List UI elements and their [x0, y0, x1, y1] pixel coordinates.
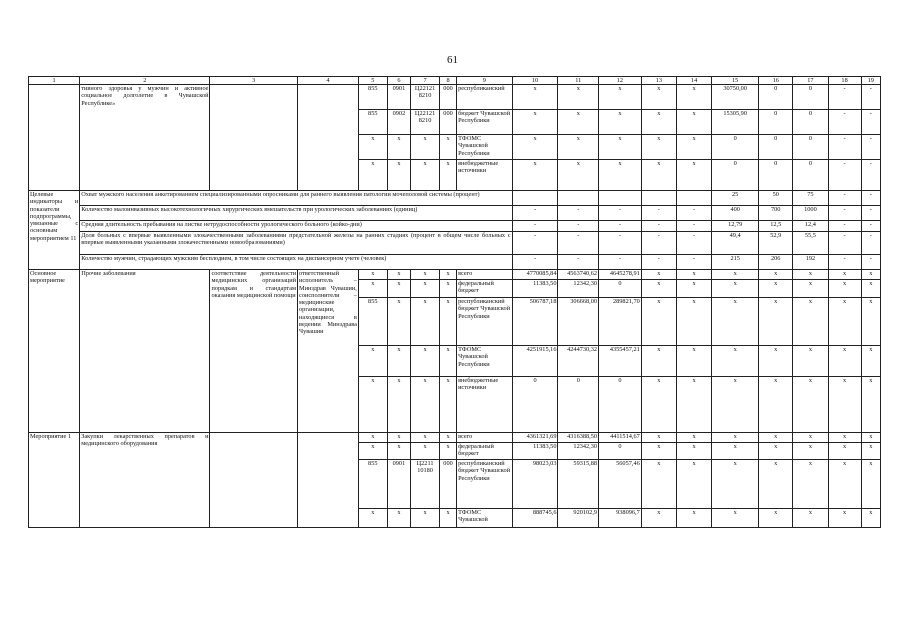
value-cell: -: [861, 135, 880, 160]
value-cell: x: [861, 443, 880, 460]
indicator-row: [29, 221, 881, 232]
funding-source-cell: внебюджетные источники: [457, 377, 513, 433]
value-cell: x: [793, 270, 828, 280]
column-number-cell: 16: [759, 77, 793, 85]
value-cell: x: [828, 270, 861, 280]
indicator-value-cell: 206: [759, 255, 793, 270]
value-cell: 855: [358, 85, 387, 110]
value-cell: x: [861, 509, 880, 528]
funding-source-cell: федеральный бюджет: [457, 280, 513, 298]
indicator-value-cell: -: [676, 255, 711, 270]
column-number-cell: 7: [411, 77, 440, 85]
indicator-value-cell: -: [828, 255, 861, 270]
column-number-cell: 15: [712, 77, 759, 85]
value-cell: x: [793, 460, 828, 509]
value-cell: x: [599, 135, 642, 160]
value-cell: x: [411, 135, 440, 160]
value-cell: x: [358, 346, 387, 377]
indicator-value-cell: [641, 191, 676, 206]
indicator-value-cell: [558, 191, 599, 206]
value-cell: x: [439, 298, 456, 346]
funding-source-cell: внебюджетные источники: [457, 160, 513, 191]
value-cell: x: [558, 85, 599, 110]
value-cell: 000: [439, 460, 456, 509]
value-cell: x: [358, 160, 387, 191]
value-cell: x: [828, 509, 861, 528]
value-cell: -: [828, 110, 861, 135]
column-number-cell: 9: [457, 77, 513, 85]
value-cell: x: [712, 443, 759, 460]
value-cell: x: [828, 433, 861, 443]
indicator-value-cell: [512, 191, 558, 206]
indicator-value-cell: -: [641, 232, 676, 255]
value-cell: x: [512, 160, 558, 191]
value-cell: 0: [759, 160, 793, 191]
value-cell: x: [439, 433, 456, 443]
value-cell: x: [558, 135, 599, 160]
value-cell: x: [712, 433, 759, 443]
value-cell: x: [712, 270, 759, 280]
value-cell: x: [387, 270, 410, 280]
program-table: [28, 76, 881, 528]
value-cell: x: [641, 280, 676, 298]
value-cell: 0: [759, 135, 793, 160]
value-cell: x: [358, 443, 387, 460]
indicator-value-cell: -: [599, 221, 642, 232]
funding-source-cell: республиканский бюджет Чувашской Республики: [457, 298, 513, 346]
table-row: [29, 270, 881, 280]
indicator-value-cell: 12,5: [759, 221, 793, 232]
value-cell: 0: [793, 160, 828, 191]
value-cell: x: [712, 280, 759, 298]
value-cell: 289821,70: [599, 298, 642, 346]
value-cell: 4251915,16: [512, 346, 558, 377]
value-cell: x: [641, 110, 676, 135]
value-cell: x: [759, 443, 793, 460]
value-cell: x: [387, 135, 410, 160]
value-cell: x: [793, 443, 828, 460]
value-cell: 000: [439, 85, 456, 110]
value-cell: x: [439, 509, 456, 528]
value-cell: x: [793, 298, 828, 346]
column-number-cell: 17: [793, 77, 828, 85]
value-cell: 0: [512, 377, 558, 433]
value-cell: x: [599, 85, 642, 110]
indicator-row: [29, 255, 881, 270]
value-cell: x: [828, 298, 861, 346]
value-cell: x: [712, 346, 759, 377]
indicator-value-cell: -: [861, 191, 880, 206]
funding-source-cell: всего: [457, 270, 513, 280]
value-cell: -: [861, 160, 880, 191]
value-cell: -: [828, 160, 861, 191]
measure-kind-cell: Основное мероприятие: [29, 270, 80, 433]
value-cell: 000: [439, 110, 456, 135]
column-number-cell: 13: [641, 77, 676, 85]
empty-cell: [298, 433, 359, 528]
value-cell: x: [793, 377, 828, 433]
value-cell: x: [712, 460, 759, 509]
value-cell: x: [641, 460, 676, 509]
indicator-value-cell: -: [828, 221, 861, 232]
value-cell: 888745,6: [512, 509, 558, 528]
value-cell: x: [759, 433, 793, 443]
value-cell: 306668,00: [558, 298, 599, 346]
column-number-cell: 1: [29, 77, 80, 85]
funding-source-cell: всего: [457, 433, 513, 443]
value-cell: x: [411, 509, 440, 528]
value-cell: x: [558, 160, 599, 191]
indicator-value-cell: 75: [793, 191, 828, 206]
column-number-cell: 19: [861, 77, 880, 85]
value-cell: x: [512, 85, 558, 110]
indicator-value-cell: -: [861, 255, 880, 270]
value-cell: x: [676, 377, 711, 433]
indicator-value-cell: -: [512, 221, 558, 232]
indicator-text-cell: Охват мужского населения анкетированием специализированными опросниками для раннего выявления патологии мочеполовой системы (процент): [80, 191, 512, 206]
indicator-text-cell: Количество мужчин, страдающих мужским бесплодием, в том числе состоящих на диспансерном учете (человек): [80, 255, 512, 270]
value-cell: x: [439, 443, 456, 460]
value-cell: 0: [599, 280, 642, 298]
indicator-value-cell: 50: [759, 191, 793, 206]
indicator-value-cell: -: [828, 206, 861, 221]
value-cell: 855: [358, 110, 387, 135]
value-cell: -: [828, 85, 861, 110]
indicator-value-cell: -: [861, 221, 880, 232]
indicator-value-cell: [676, 191, 711, 206]
value-cell: x: [828, 280, 861, 298]
empty-cell: [210, 85, 298, 191]
value-cell: x: [387, 160, 410, 191]
value-cell: x: [759, 377, 793, 433]
value-cell: x: [387, 377, 410, 433]
value-cell: x: [411, 443, 440, 460]
measure-name-cell: тивного здоровья у мужчин и активное социальное долголетие в Чувашской Республике»: [80, 85, 210, 191]
value-cell: x: [676, 509, 711, 528]
indicator-value-cell: -: [861, 232, 880, 255]
value-cell: x: [676, 460, 711, 509]
measure-name-cell: Прочие заболевания: [80, 270, 210, 433]
column-number-cell: 10: [512, 77, 558, 85]
indicator-value-cell: -: [828, 232, 861, 255]
value-cell: x: [439, 346, 456, 377]
value-cell: 0: [599, 377, 642, 433]
value-cell: 4770085,84: [512, 270, 558, 280]
value-cell: 59315,88: [558, 460, 599, 509]
value-cell: 4411514,67: [599, 433, 642, 443]
value-cell: 0: [712, 135, 759, 160]
value-cell: x: [828, 346, 861, 377]
indicator-value-cell: 49,4: [712, 232, 759, 255]
funding-source-cell: бюджет Чувашской Республики: [457, 110, 513, 135]
indicator-value-cell: [599, 191, 642, 206]
value-cell: 15305,90: [712, 110, 759, 135]
value-cell: -: [828, 135, 861, 160]
value-cell: Ц2211 10180: [411, 460, 440, 509]
indicator-row: [29, 232, 881, 255]
indicator-value-cell: -: [676, 206, 711, 221]
measure-description-cell: соответствие деятельности медицинских организаций порядкам и стандартам оказания медицинской помощи: [210, 270, 298, 433]
value-cell: x: [358, 509, 387, 528]
table-body: [29, 77, 881, 528]
value-cell: x: [599, 110, 642, 135]
value-cell: x: [828, 460, 861, 509]
value-cell: x: [861, 298, 880, 346]
funding-source-cell: ТФОМС Чувашской Республики: [457, 135, 513, 160]
column-number-cell: 6: [387, 77, 410, 85]
value-cell: x: [411, 160, 440, 191]
value-cell: 0: [793, 85, 828, 110]
column-number-cell: 12: [599, 77, 642, 85]
value-cell: x: [712, 298, 759, 346]
value-cell: x: [439, 270, 456, 280]
indicator-text-cell: Доля больных с впервые выявленными злокачественными заболеваниями предстательной железы на ранних стадиях (процент в общем числе больных с впервые выявленными указанными злокачественными новообразованиями): [80, 232, 512, 255]
indicator-value-cell: 1000: [793, 206, 828, 221]
value-cell: x: [641, 433, 676, 443]
value-cell: x: [861, 280, 880, 298]
value-cell: 11383,50: [512, 280, 558, 298]
value-cell: 0: [793, 135, 828, 160]
value-cell: x: [387, 298, 410, 346]
value-cell: Ц22121 8210: [411, 85, 440, 110]
value-cell: Ц22121 8210: [411, 110, 440, 135]
value-cell: x: [387, 443, 410, 460]
value-cell: x: [641, 270, 676, 280]
column-number-cell: 3: [210, 77, 298, 85]
value-cell: x: [411, 433, 440, 443]
value-cell: 4645278,91: [599, 270, 642, 280]
indicator-value-cell: 215: [712, 255, 759, 270]
column-number-cell: 4: [298, 77, 359, 85]
value-cell: 855: [358, 460, 387, 509]
value-cell: 11383,50: [512, 443, 558, 460]
value-cell: x: [358, 135, 387, 160]
indicator-value-cell: 52,9: [759, 232, 793, 255]
indicator-row: [29, 191, 881, 206]
indicator-value-cell: -: [558, 206, 599, 221]
value-cell: 4244730,32: [558, 346, 599, 377]
indicators-label-cell: Целевые индикаторы и показатели подпрограммы, увязанные с основным мероприятием 11: [29, 191, 80, 270]
value-cell: x: [676, 160, 711, 191]
value-cell: x: [641, 135, 676, 160]
value-cell: x: [676, 433, 711, 443]
value-cell: x: [358, 433, 387, 443]
value-cell: x: [759, 509, 793, 528]
value-cell: x: [759, 270, 793, 280]
value-cell: 920102,9: [558, 509, 599, 528]
column-number-cell: 2: [80, 77, 210, 85]
value-cell: x: [439, 160, 456, 191]
indicator-value-cell: 12,79: [712, 221, 759, 232]
value-cell: x: [759, 280, 793, 298]
value-cell: x: [828, 443, 861, 460]
value-cell: x: [411, 346, 440, 377]
indicator-value-cell: -: [599, 255, 642, 270]
value-cell: x: [759, 298, 793, 346]
empty-cell: [29, 85, 80, 191]
indicator-value-cell: 25: [712, 191, 759, 206]
value-cell: x: [411, 280, 440, 298]
value-cell: x: [712, 377, 759, 433]
value-cell: x: [641, 377, 676, 433]
value-cell: x: [828, 377, 861, 433]
empty-cell: [298, 85, 359, 191]
value-cell: 4563740,62: [558, 270, 599, 280]
value-cell: 98023,03: [512, 460, 558, 509]
value-cell: x: [759, 346, 793, 377]
value-cell: x: [759, 460, 793, 509]
value-cell: x: [793, 346, 828, 377]
indicator-value-cell: -: [558, 221, 599, 232]
value-cell: 506787,18: [512, 298, 558, 346]
value-cell: x: [599, 160, 642, 191]
value-cell: x: [358, 270, 387, 280]
value-cell: x: [358, 377, 387, 433]
value-cell: x: [439, 135, 456, 160]
value-cell: 938096,7: [599, 509, 642, 528]
value-cell: x: [676, 280, 711, 298]
value-cell: x: [558, 110, 599, 135]
value-cell: x: [641, 85, 676, 110]
value-cell: x: [641, 160, 676, 191]
value-cell: x: [861, 377, 880, 433]
indicator-value-cell: -: [641, 221, 676, 232]
empty-cell: [210, 433, 298, 528]
value-cell: x: [861, 433, 880, 443]
funding-source-cell: республиканский: [457, 85, 513, 110]
value-cell: x: [411, 270, 440, 280]
value-cell: 0902: [387, 110, 410, 135]
value-cell: x: [793, 509, 828, 528]
value-cell: x: [411, 377, 440, 433]
indicator-value-cell: 55,5: [793, 232, 828, 255]
value-cell: x: [676, 85, 711, 110]
indicator-value-cell: -: [861, 206, 880, 221]
measure-kind-cell: Мероприятие 1: [29, 433, 80, 528]
value-cell: x: [512, 135, 558, 160]
value-cell: x: [387, 346, 410, 377]
page-number: 61: [447, 54, 458, 66]
indicator-value-cell: -: [676, 221, 711, 232]
value-cell: x: [387, 433, 410, 443]
column-number-cell: 5: [358, 77, 387, 85]
value-cell: x: [793, 433, 828, 443]
funding-source-cell: ТФОМС Чувашской Республики: [457, 346, 513, 377]
value-cell: 4355457,21: [599, 346, 642, 377]
value-cell: 0: [558, 377, 599, 433]
value-cell: 4316388,50: [558, 433, 599, 443]
value-cell: x: [793, 280, 828, 298]
indicator-value-cell: -: [512, 232, 558, 255]
value-cell: 0: [793, 110, 828, 135]
value-cell: 0901: [387, 460, 410, 509]
indicator-value-cell: -: [828, 191, 861, 206]
indicator-value-cell: 12,4: [793, 221, 828, 232]
table-row: [29, 85, 881, 110]
indicator-value-cell: 700: [759, 206, 793, 221]
value-cell: 12342,30: [558, 443, 599, 460]
value-cell: 4361321,69: [512, 433, 558, 443]
value-cell: 0: [759, 110, 793, 135]
value-cell: x: [676, 443, 711, 460]
column-number-cell: 14: [676, 77, 711, 85]
value-cell: 0901: [387, 85, 410, 110]
column-number-cell: 11: [558, 77, 599, 85]
value-cell: x: [641, 298, 676, 346]
value-cell: 0: [599, 443, 642, 460]
indicator-value-cell: -: [599, 206, 642, 221]
indicator-value-cell: 192: [793, 255, 828, 270]
value-cell: x: [512, 110, 558, 135]
value-cell: x: [439, 280, 456, 298]
value-cell: x: [861, 346, 880, 377]
indicator-value-cell: -: [641, 206, 676, 221]
value-cell: 30750,00: [712, 85, 759, 110]
value-cell: x: [712, 509, 759, 528]
value-cell: x: [676, 110, 711, 135]
value-cell: 0: [712, 160, 759, 191]
value-cell: x: [676, 270, 711, 280]
funding-source-cell: республиканский бюджет Чувашской Республики: [457, 460, 513, 509]
indicator-text-cell: Средняя длительность пребывания на листке нетрудоспособности урологического больного (койко-дни): [80, 221, 512, 232]
value-cell: x: [861, 270, 880, 280]
value-cell: x: [439, 377, 456, 433]
value-cell: x: [676, 346, 711, 377]
funding-source-cell: ТФОМС Чувашской: [457, 509, 513, 528]
value-cell: -: [861, 110, 880, 135]
indicator-text-cell: Количество малоинвазивных высокотехнологичных хирургических вмешательств при урологических заболеваниях (единиц): [80, 206, 512, 221]
value-cell: x: [411, 298, 440, 346]
value-cell: x: [641, 346, 676, 377]
value-cell: 0: [759, 85, 793, 110]
indicator-value-cell: -: [558, 232, 599, 255]
column-number-cell: 8: [439, 77, 456, 85]
value-cell: x: [358, 280, 387, 298]
indicator-value-cell: -: [641, 255, 676, 270]
value-cell: 56057,46: [599, 460, 642, 509]
value-cell: x: [676, 135, 711, 160]
indicator-value-cell: -: [599, 232, 642, 255]
funding-source-cell: федеральный бюджет: [457, 443, 513, 460]
value-cell: x: [641, 443, 676, 460]
indicator-value-cell: 400: [712, 206, 759, 221]
value-cell: 12342,30: [558, 280, 599, 298]
responsible-executor-cell: ответственный исполнитель – Минздрав Чувашии, соисполнители – медицинские организации, находящиеся в ведении Минздрава Чувашии: [298, 270, 359, 433]
indicator-value-cell: -: [558, 255, 599, 270]
table-row: [29, 433, 881, 443]
header-row: [29, 77, 881, 85]
indicator-row: [29, 206, 881, 221]
column-number-cell: 18: [828, 77, 861, 85]
value-cell: -: [861, 85, 880, 110]
value-cell: x: [387, 509, 410, 528]
indicator-value-cell: -: [512, 206, 558, 221]
indicator-value-cell: -: [512, 255, 558, 270]
value-cell: x: [387, 280, 410, 298]
value-cell: x: [641, 509, 676, 528]
measure-name-cell: Закупки лекарственных препаратов и медицинского оборудования: [80, 433, 210, 528]
value-cell: x: [861, 460, 880, 509]
indicator-value-cell: -: [676, 232, 711, 255]
value-cell: 855: [358, 298, 387, 346]
value-cell: x: [676, 298, 711, 346]
